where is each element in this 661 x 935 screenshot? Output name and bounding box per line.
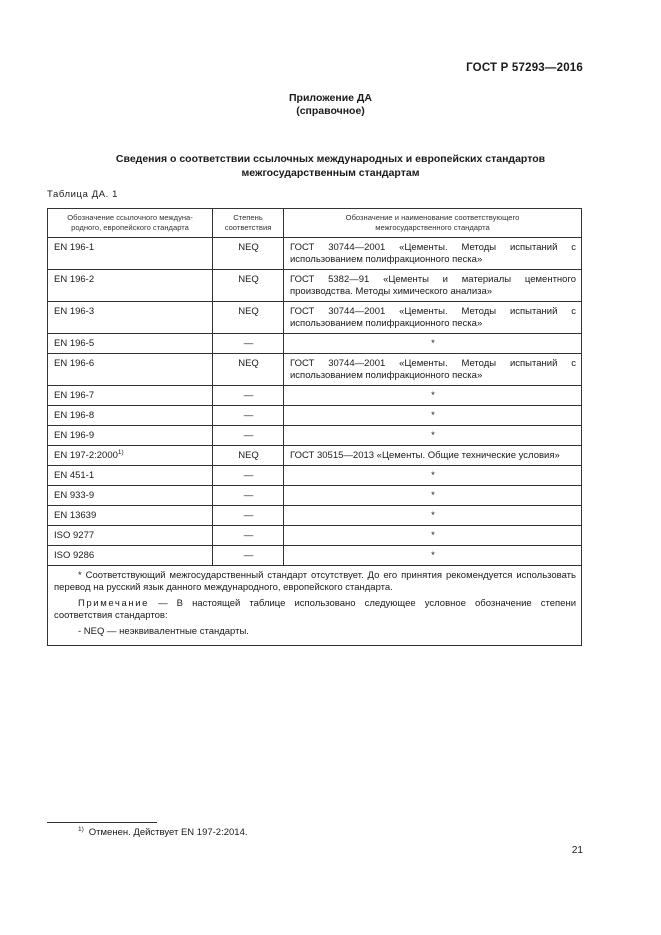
row-degree: — <box>213 386 284 406</box>
row-code-text: EN 197-2:2000 <box>54 450 118 461</box>
table-row <box>48 466 582 486</box>
annex-title: Приложение ДА <box>289 92 372 104</box>
page-number: 21 <box>571 845 583 856</box>
table-row <box>48 270 582 302</box>
header-col3-line2: межгосударственного стандарта <box>375 223 490 232</box>
section-title-line1: Сведения о соответствии ссылочных международных и европейских стандартов <box>115 153 546 165</box>
section-title-line2: межгосударственным стандартам <box>241 166 420 179</box>
row-degree: — <box>213 426 284 446</box>
remark-text: — В настоящей таблице использовано следующее условное обозначение степени соответствия стандартов: <box>54 598 576 621</box>
row-code: EN 196-1 <box>48 238 213 270</box>
remark-note <box>54 598 576 622</box>
row-standard-name: ГОСТ 30515—2013 «Цементы. Общие технические условия» <box>284 446 582 466</box>
header-standard-code <box>48 209 213 238</box>
row-standard-name: ГОСТ 30744—2001 «Цементы. Методы испытаний с использованием полифракционного песка» <box>284 302 582 334</box>
row-degree: — <box>213 526 284 546</box>
table-row <box>48 426 582 446</box>
row-standard-name: * <box>284 466 582 486</box>
row-standard-name: * <box>284 386 582 406</box>
header-col2-line1: Степень <box>233 213 263 222</box>
table-row <box>48 386 582 406</box>
row-code: EN 196-9 <box>48 426 213 446</box>
row-degree: — <box>213 506 284 526</box>
row-code: ISO 9286 <box>48 546 213 566</box>
table-notes-row <box>48 566 582 646</box>
neq-definition: - NEQ — неэквивалентные стандарты. <box>78 626 249 637</box>
annex-subtitle: (справочное) <box>296 105 365 117</box>
row-standard-name: * <box>284 506 582 526</box>
header-col2-line2: соответствия <box>224 223 272 232</box>
row-code: EN 196-5 <box>48 334 213 354</box>
header-col3-line1: Обозначение и наименование соответствующего <box>345 213 520 222</box>
row-code: EN 196-3 <box>48 302 213 334</box>
row-degree: — <box>213 486 284 506</box>
row-degree: NEQ <box>213 238 284 270</box>
row-degree: NEQ <box>213 446 284 466</box>
footnote <box>78 827 248 838</box>
table-notes <box>48 566 582 646</box>
row-standard-name: ГОСТ 30744—2001 «Цементы. Методы испытаний с использованием полифракционного песка» <box>284 238 582 270</box>
row-code: EN 13639 <box>48 506 213 526</box>
row-standard-name: * <box>284 486 582 506</box>
row-standard-name: * <box>284 334 582 354</box>
row-code: EN 196-7 <box>48 386 213 406</box>
footnote-ref: 1) <box>117 448 124 456</box>
table-row <box>48 526 582 546</box>
row-standard-name: * <box>284 426 582 446</box>
table-row <box>48 354 582 386</box>
row-code: EN 196-6 <box>48 354 213 386</box>
row-code: EN 196-2 <box>48 270 213 302</box>
table-row <box>48 238 582 270</box>
table-row <box>48 302 582 334</box>
table-row <box>48 546 582 566</box>
footnote-text: Отменен. Действует EN 197-2:2014. <box>88 827 248 838</box>
table-row <box>48 486 582 506</box>
row-code: EN 196-8 <box>48 406 213 426</box>
row-standard-name: * <box>284 546 582 566</box>
row-degree: — <box>213 546 284 566</box>
table-header-row <box>48 209 582 238</box>
row-code: EN 451-1 <box>48 466 213 486</box>
correspondence-table <box>47 208 582 646</box>
row-degree: NEQ <box>213 302 284 334</box>
row-degree: — <box>213 406 284 426</box>
footnote-divider <box>47 822 157 823</box>
table-caption: Таблица ДА. 1 <box>47 189 119 200</box>
asterisk-note: * Соответствующий межгосударственный стандарт отсутствует. До его принятия рекомендуется использовать перевод на русский язык данного международного, европейского стандарта. <box>54 570 576 593</box>
row-standard-name: ГОСТ 30744—2001 «Цементы. Методы испытаний с использованием полифракционного песка» <box>284 354 582 386</box>
row-degree: — <box>213 466 284 486</box>
row-code: EN 933-9 <box>48 486 213 506</box>
header-col1-line2: родного, европейского стандарта <box>71 223 189 232</box>
row-degree: — <box>213 334 284 354</box>
document-id: ГОСТ Р 57293—2016 <box>466 62 583 74</box>
row-degree: NEQ <box>213 354 284 386</box>
row-code: ISO 9277 <box>48 526 213 546</box>
header-interstate-standard <box>284 209 582 238</box>
header-col1-line1: Обозначение ссылочного междуна- <box>67 213 193 222</box>
table-row <box>48 506 582 526</box>
row-standard-name: * <box>284 526 582 546</box>
row-degree: NEQ <box>213 270 284 302</box>
section-title <box>0 153 661 180</box>
remark-label: Примечание <box>78 598 149 609</box>
footnote-mark: 1) <box>78 825 84 833</box>
row-code <box>48 446 213 466</box>
row-standard-name: ГОСТ 5382—91 «Цементы и материалы цементного производства. Методы химического анализа» <box>284 270 582 302</box>
table-row <box>48 406 582 426</box>
row-standard-name: * <box>284 406 582 426</box>
table-row <box>48 334 582 354</box>
annex-heading <box>0 92 661 118</box>
table-row <box>48 446 582 466</box>
header-degree <box>213 209 284 238</box>
